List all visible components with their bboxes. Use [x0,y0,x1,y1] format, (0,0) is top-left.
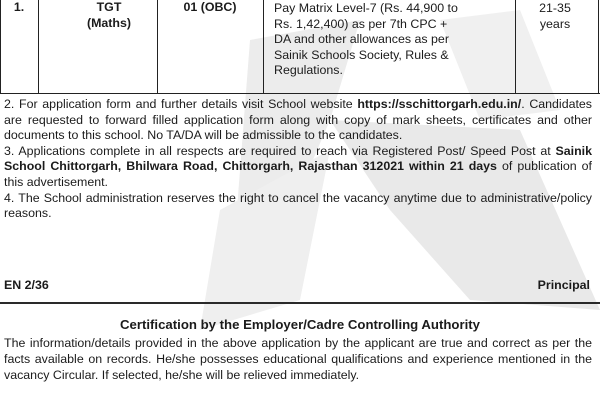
table-cell-pay: Pay Matrix Level-7 (Rs. 44,900 to Rs. 1,42,400) as per 7th CPC + DA and other allowances as per Sainik Schools Society, Rules & Regulations. [274,1,458,78]
signature-row [4,278,590,292]
post-name: TGT [96,0,122,14]
note-3: 3. Applications complete in all respects are required to reach via Registered Post/ Speed Post at Sainik School Chittorgarh, Bhilwara Road, Chittorgarh, Rajasthan 312021 within 21 days of publication of this advertisement. [4,143,592,189]
signatory: Principal [537,278,590,292]
school-website-link[interactable]: https://sschittorgarh.edu.in/ [357,97,522,111]
table-cell-vacancy: 01 (OBC) [183,0,237,14]
school-address: Sainik School Chittorgarh, Bhilwara Road, Chittorgarh, Rajasthan 312021 within 21 days [4,143,592,174]
table-cell-sl-no: 1. [13,0,25,14]
post-subject: (Maths) [86,15,132,30]
vacancy-table [0,0,600,94]
note-2: 2. For application form and further details visit School website https://sschittorgarh.edu.in/. Candidates are requested to forward filled application form along with copy of mark sheets, certificates and other documents to this school. No TA/DA will be admissible to the candidates. [4,97,593,143]
table-cell-age: 21-35 years [539,1,571,31]
certification-body: The information/details provided in the above application by the applicant are true and correct as per the facts available on records. He/she possesses educational qualifications and experience mentioned in the vacancy Circular. If selected, he/she will be relieved immediately. [4,336,592,382]
certification-title: Certification by the Employer/Cadre Controlling Authority [120,317,480,332]
table-cell-post [64,0,154,31]
notes-section [4,97,592,222]
reference-number: EN 2/36 [4,278,49,292]
note-4: 4. The School administration reserves the right to cancel the vacancy anytime due to administrative/policy reasons. [4,190,592,221]
section-divider [0,302,600,304]
